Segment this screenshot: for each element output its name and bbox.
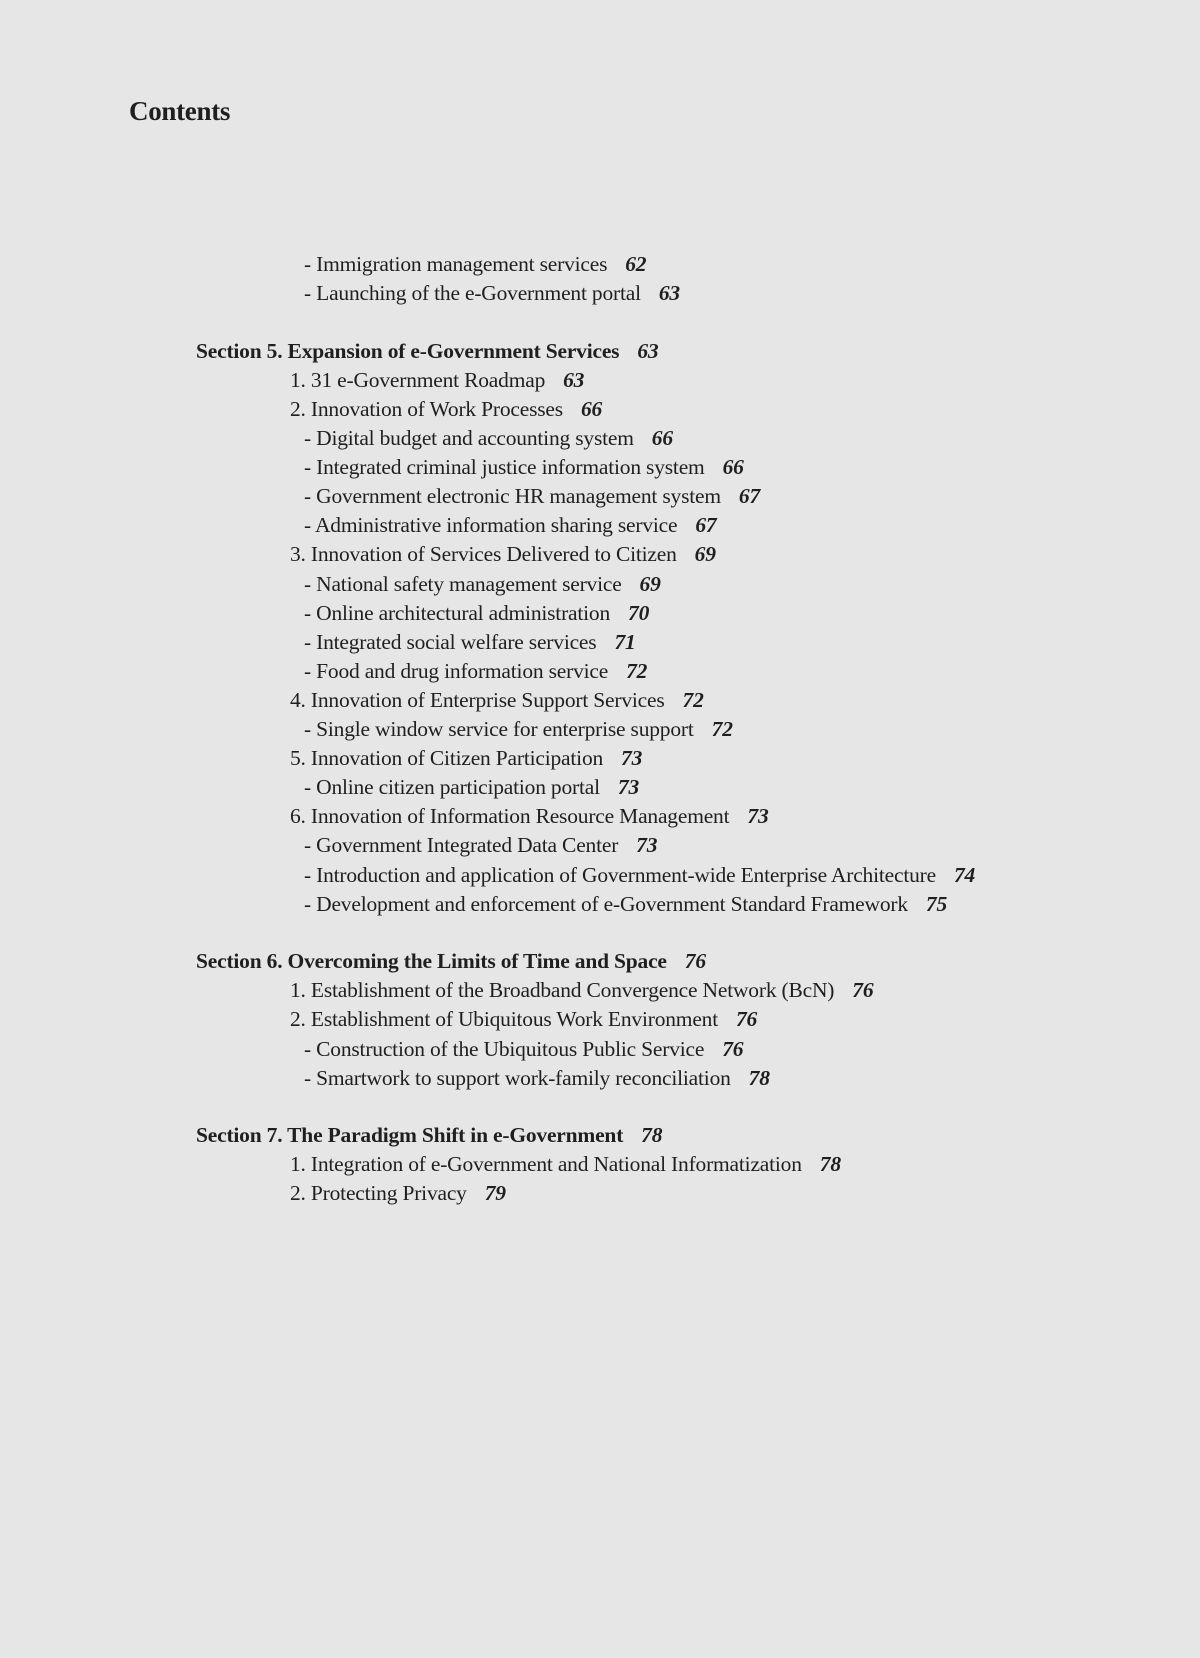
toc-page-number: 71 [614,629,636,654]
toc-entry-label: Section 5. Expansion of e-Government Services [196,338,620,363]
toc-subentry[interactable] [304,1035,743,1063]
toc-section-entry[interactable] [196,337,658,365]
toc-subentry[interactable] [304,570,661,598]
toc-page-number: 67 [695,513,717,538]
toc-page-number: 76 [852,978,874,1003]
toc-chapter-entry[interactable] [290,686,704,714]
toc-entry-label: 1. 31 e-Government Roadmap [290,367,546,392]
toc-page-number: 75 [925,891,948,916]
toc-subentry[interactable] [304,831,657,859]
toc-subentry[interactable] [304,773,639,801]
toc-entry-label: - Digital budget and accounting system [304,426,634,450]
toc-entry-label: 1. Establishment of the Broadband Convergence Network (BcN) [290,978,835,1003]
toc-page-number: 73 [636,833,658,858]
toc-entry-label: 3. Innovation of Services Delivered to Citizen [290,542,677,567]
toc-page-number: 66 [651,426,673,450]
toc-page-number: 69 [639,571,661,596]
toc-page-number: 78 [641,1123,663,1148]
toc-entry-label: - Online architectural administration [304,600,611,625]
toc-page-number: 78 [819,1152,841,1177]
toc-subentry[interactable] [304,890,947,918]
toc-page-number: 76 [736,1007,758,1032]
toc-entry-label: Section 7. The Paradigm Shift in e-Government [196,1123,624,1148]
toc-page-number: 76 [722,1036,744,1061]
toc-entry-label: - Launching of the e-Government portal [304,281,641,306]
toc-entry-label: - Smartwork to support work-family reconciliation [304,1065,731,1090]
toc-page-number: 76 [684,949,706,974]
toc-entry-label: - Immigration management services [304,252,608,276]
toc-page-number: 72 [711,717,733,741]
toc-page-number: 63 [563,367,585,392]
toc-subentry[interactable] [304,628,636,656]
toc-entry-label: 1. Integration of e-Government and National Informatization [290,1152,802,1177]
toc-entry-label: 4. Innovation of Enterprise Support Services [290,687,665,712]
toc-chapter-entry[interactable] [290,976,873,1004]
toc-chapter-entry[interactable] [290,744,642,772]
toc-entry-label: - National safety management service [304,571,622,596]
toc-entry-label: - Integrated criminal justice information system [304,455,705,480]
toc-page-number: 78 [748,1065,770,1090]
toc-subentry[interactable] [304,482,760,510]
toc-chapter-entry[interactable] [290,540,716,568]
toc-page-number: 67 [738,484,760,509]
toc-chapter-entry[interactable] [290,366,584,394]
toc-entry-label: 2. Establishment of Ubiquitous Work Environment [290,1007,718,1032]
toc-subentry[interactable] [304,453,744,481]
toc-page-number: 73 [621,746,643,771]
toc-entry-label: - Construction of the Ubiquitous Public Service [304,1036,705,1061]
toc-entry-label: - Government electronic HR management system [304,484,721,509]
toc-entry-label: 2. Innovation of Work Processes [290,396,563,421]
toc-page-number: 63 [658,281,680,306]
toc-chapter-entry[interactable] [290,1179,506,1207]
toc-section-entry[interactable] [196,947,706,975]
toc-page-number: 66 [722,455,744,480]
toc-page-number: 74 [953,862,976,887]
toc-chapter-entry[interactable] [290,1005,757,1033]
toc-subentry[interactable] [304,279,680,307]
toc-subentry[interactable] [304,1064,770,1092]
toc-entry-label: - Administrative information sharing service [304,513,678,538]
toc-page-number: 73 [617,775,639,800]
toc-page-number: 73 [747,804,769,829]
toc-page-number: 62 [625,252,647,276]
page-title: Contents [129,96,231,126]
toc-page-number: 72 [682,687,704,712]
toc-entry-label: Section 6. Overcoming the Limits of Time and Space [196,949,667,974]
toc-subentry[interactable] [304,599,649,627]
toc-entry-label: - Development and enforcement of e-Government Standard Framework [304,891,908,916]
toc-entry-label: - Food and drug information service [304,658,609,683]
toc-section-entry[interactable] [196,1121,662,1149]
toc-page-number: 66 [580,396,603,421]
toc-page-number: 69 [694,542,716,567]
toc-subentry[interactable] [304,424,673,452]
toc-page-number: 63 [637,338,659,363]
toc-entry-label: - Government Integrated Data Center [304,833,619,858]
toc-subentry[interactable] [304,861,975,889]
toc-chapter-entry[interactable] [290,395,602,423]
toc-entry-label: 5. Innovation of Citizen Participation [290,746,604,771]
toc-page-number: 79 [484,1181,506,1206]
toc-entry-label: 2. Protecting Privacy [290,1181,467,1206]
toc-entry-label: - Online citizen participation portal [304,775,600,800]
toc-subentry[interactable] [304,250,646,278]
toc-chapter-entry[interactable] [290,1150,841,1178]
toc-subentry[interactable] [304,715,733,743]
toc-entry-label: - Single window service for enterprise support [304,717,694,741]
toc-page-number: 72 [626,658,648,683]
toc-entry-label: - Integrated social welfare services [304,629,597,654]
toc-subentry[interactable] [304,511,716,539]
toc-page-number: 70 [628,600,650,625]
toc-entry-label: 6. Innovation of Information Resource Management [290,804,730,829]
toc-chapter-entry[interactable] [290,802,769,830]
toc-subentry[interactable] [304,657,647,685]
toc-entry-label: - Introduction and application of Government-wide Enterprise Architecture [304,862,936,887]
